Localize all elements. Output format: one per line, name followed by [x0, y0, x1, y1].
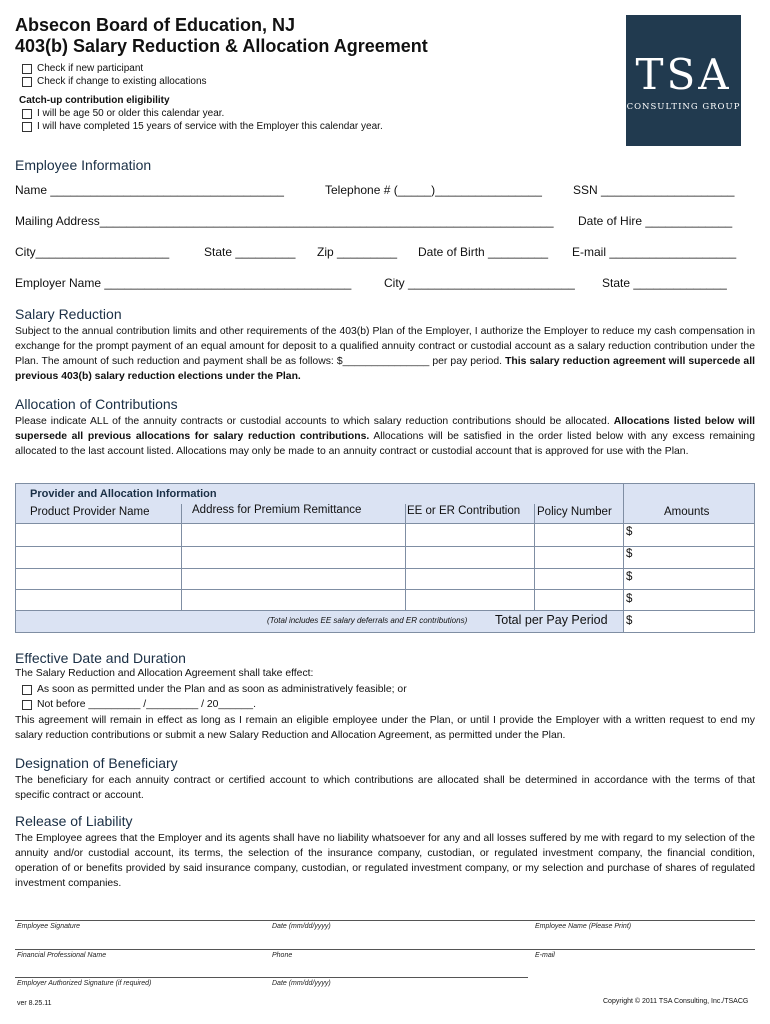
tsa-logo: [626, 15, 741, 146]
total-note: (Total includes EE salary deferrals and ER contributions): [267, 616, 468, 625]
effective-date-label: Not before _________ /_________ / 20______.: [37, 699, 256, 710]
effective-date-heading: Effective Date and Duration: [15, 650, 186, 666]
allocation-body-1: Please indicate ALL of the annuity contracts or custodial accounts to which salary reduction contributions should be allocated.: [15, 416, 610, 427]
logo-wordmark: TSA: [635, 50, 732, 99]
effective-opt2-row: [22, 699, 256, 711]
new-participant-row: [22, 63, 143, 75]
table-band-title: Provider and Allocation Information: [30, 488, 217, 500]
employer-city-field[interactable]: City _________________________: [384, 276, 575, 290]
mailing-address-field[interactable]: Mailing Address____________________________________________________________________: [15, 214, 554, 228]
telephone-field[interactable]: Telephone # (_____)________________: [325, 183, 542, 197]
liability-heading: Release of Liability: [15, 813, 133, 829]
allocation-heading: Allocation of Contributions: [15, 396, 178, 412]
state-field[interactable]: State _________: [204, 245, 296, 259]
catchup-service-row: [22, 121, 383, 133]
date-label-1: Date (mm/dd/yyyy): [272, 923, 331, 930]
col-policy-header: Policy Number: [537, 506, 612, 518]
employee-name-field[interactable]: Name ___________________________________: [15, 183, 284, 197]
catchup-age-checkbox[interactable]: [22, 109, 32, 119]
phone-label: Phone: [272, 952, 293, 959]
version-label: ver 8.25.11: [17, 1000, 52, 1007]
col-contribution-header: EE or ER Contribution: [407, 505, 521, 517]
allocation-bold: Allocations listed below will supersede all previous allocations for salary reduction contributions.: [15, 416, 755, 442]
logo-subtitle: CONSULTING GROUP: [626, 102, 741, 112]
copyright-label: Copyright © 2011 TSA Consulting, Inc./TSACG: [603, 998, 749, 1005]
catchup-service-label: I will have completed 15 years of service with the Employer this calendar year.: [37, 121, 383, 132]
salary-reduction-heading: Salary Reduction: [15, 306, 122, 322]
new-participant-label: Check if new participant: [37, 63, 144, 74]
email-label: E-mail: [535, 952, 555, 959]
employee-info-heading: Employee Information: [15, 157, 152, 173]
change-allocations-row: [22, 76, 207, 88]
amount-row-2[interactable]: $: [626, 548, 633, 560]
catchup-age-row: [22, 108, 224, 120]
employer-state-field[interactable]: State ______________: [602, 276, 727, 290]
signature-line-2[interactable]: [15, 949, 755, 950]
change-allocations-checkbox[interactable]: [22, 77, 32, 87]
amount-row-3[interactable]: $: [626, 571, 633, 583]
total-label: Total per Pay Period: [495, 613, 608, 627]
employer-name-field[interactable]: Employer Name _____________________________________: [15, 276, 352, 290]
beneficiary-text: The beneficiary for each annuity contract or certified account to which contributions are allocated shall be determined in accordance with the terms of that specific contract or account.: [15, 775, 755, 801]
effective-duration-text: This agreement will remain in effect as long as I remain an eligible employee under the Plan, or until I provide the Employer with a written request to end my salary reduction contributions or submit a new Salary Reduction and Allocation Agreement, as permitted under the Plan.: [15, 715, 755, 741]
amount-row-4[interactable]: $: [626, 593, 633, 605]
catchup-age-label: I will be age 50 or older this calendar year.: [37, 108, 225, 119]
provider-allocation-table: [15, 483, 755, 633]
effective-opt1-row: [22, 684, 407, 696]
effective-intro: The Salary Reduction and Allocation Agreement shall take effect:: [15, 668, 314, 679]
salary-reduction-text: [15, 324, 755, 384]
financial-professional-label: Financial Professional Name: [17, 952, 107, 959]
date-of-birth-field[interactable]: Date of Birth _________: [418, 245, 549, 259]
date-of-hire-field[interactable]: Date of Hire _____________: [578, 214, 733, 228]
liability-text: The Employee agrees that the Employer and its agents shall have no liability whatsoever for any and all losses suffered by me with regard to my selection of the annuity and/or custodial account, its terms, the selection of the insurance company, custodian, or regulated investment company, the financial condition, operation of or benefits provided by said insurance company, custodian, or regulated investment company, or my selection and purchase of shares of regulated investment companies.: [15, 833, 755, 889]
zip-field[interactable]: Zip _________: [317, 245, 398, 259]
effective-asap-checkbox[interactable]: [22, 685, 32, 695]
effective-date-checkbox[interactable]: [22, 700, 32, 710]
catchup-service-checkbox[interactable]: [22, 122, 32, 132]
salary-reduction-bold: This salary reduction agreement will supercede all previous 403(b) salary reduction elections under the Plan.: [15, 356, 755, 382]
email-field[interactable]: E-mail ___________________: [572, 245, 737, 259]
salary-reduction-body: Subject to the annual contribution limits and other requirements of the 403(b) Plan of the Employer, I authorize the Employer to reduce my cash compensation in exchange for the prompt payment of an equal amount for deposit to a qualified annuity contract or custodial account as a salary reduction contribution under the Plan. The amount of such reduction and payment shall be as follows: $_______________ per pay period.: [15, 326, 755, 367]
col-amounts-header: Amounts: [664, 506, 710, 518]
form-org-title: Absecon Board of Education, NJ: [15, 15, 296, 35]
beneficiary-heading: Designation of Beneficiary: [15, 755, 178, 771]
signature-line-3[interactable]: [15, 977, 528, 978]
effective-asap-label: As soon as permitted under the Plan and as soon as administratively feasible; or: [37, 684, 407, 695]
amount-row-1[interactable]: $: [626, 526, 633, 538]
city-field[interactable]: City____________________: [15, 245, 170, 259]
catchup-heading: Catch-up contribution eligibility: [19, 95, 170, 106]
total-amount[interactable]: $: [626, 615, 633, 627]
ssn-field[interactable]: SSN ____________________: [573, 183, 735, 197]
signature-line-1[interactable]: [15, 920, 755, 921]
col-provider-header: Product Provider Name: [30, 506, 150, 518]
allocation-text: [15, 414, 755, 459]
allocation-body-2: Allocations will be satisfied in the order listed below with any excess remaining allocated to the last account listed. Allocations may only be made to an annuity contract or custodial account that is approved for use with the Plan.: [15, 431, 755, 457]
col-address-header: Address for Premium Remittance: [192, 504, 362, 516]
employee-signature-label: Employee Signature: [17, 923, 81, 930]
change-allocations-label: Check if change to existing allocations: [37, 76, 207, 87]
employer-signature-label: Employer Authorized Signature (if required): [17, 980, 152, 987]
new-participant-checkbox[interactable]: [22, 64, 32, 74]
form-title: 403(b) Salary Reduction & Allocation Agreement: [15, 36, 428, 56]
employee-name-label: Employee Name (Please Print): [535, 923, 632, 930]
date-label-2: Date (mm/dd/yyyy): [272, 980, 331, 987]
